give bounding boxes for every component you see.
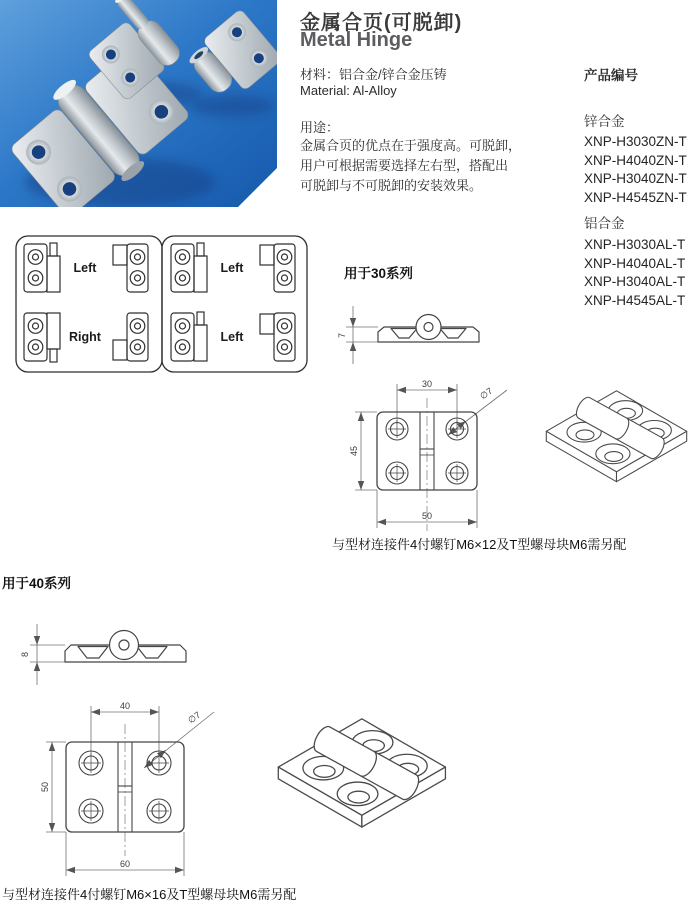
dim-bottom: 50: [421, 511, 433, 521]
usage-line: 可脱卸与不可脱卸的安装效果。: [300, 178, 483, 193]
series40-note: 与型材连接件4付螺钉M6×16及T型螺母块M6需另配: [2, 887, 297, 902]
orientation-label: Left: [73, 261, 97, 275]
series30-label: 用于30系列: [344, 266, 414, 281]
page-title-en: Metal Hinge: [300, 29, 413, 51]
series40-isometric-view: [254, 706, 459, 856]
quadrant-top-right: [171, 243, 295, 292]
page-title-zh: 金属合页(可脱卸): [300, 12, 463, 34]
group-zinc-alloy-label: 锌合金: [584, 114, 625, 129]
series30-front-view: [345, 376, 530, 534]
dim-hole-diameter: ∅7: [478, 385, 495, 402]
product-code: XNP-H3030ZN-T: [584, 134, 687, 149]
orientation-label: Right: [69, 330, 101, 344]
series30-note: 与型材连接件4付螺钉M6×12及T型螺母块M6需另配: [332, 537, 627, 552]
zinc-alloy-code-list: [584, 133, 687, 207]
series30-isometric-view: [526, 380, 698, 506]
dim-side-height: 8: [20, 651, 30, 658]
product-code: XNP-H4545AL-T: [584, 292, 686, 308]
product-photo: [0, 0, 277, 207]
group-al-alloy-label: 铝合金: [584, 216, 625, 231]
orientation-diagram: [15, 235, 308, 373]
hinge-shadow: [190, 95, 274, 117]
quadrant-top-left: [24, 243, 148, 292]
material-zh: 材料：铝合金/锌合金压铸: [300, 67, 447, 82]
dim-top: 40: [119, 701, 131, 711]
product-code: XNP-H4040AL-T: [584, 255, 686, 271]
series40-label: 用于40系列: [2, 576, 72, 591]
dim-left: 45: [349, 445, 359, 457]
usage-line: 金属合页的优点在于强度高。可脱卸，: [300, 138, 522, 153]
product-code: XNP-H3040ZN-T: [584, 171, 687, 186]
material-en: Material: Al-Alloy: [300, 83, 397, 98]
orientation-label: Left: [220, 261, 244, 275]
product-code: XNP-H4545ZN-T: [584, 189, 687, 205]
usage-paragraph: [300, 136, 521, 196]
quadrant-bottom-left: [24, 313, 148, 362]
orientation-label: Left: [220, 330, 244, 344]
usage-line: 用户可根据需要选择左右型，搭配出: [300, 158, 509, 173]
dim-left: 50: [40, 781, 50, 793]
product-code: XNP-H3040AL-T: [584, 274, 686, 289]
series40-side-view: [16, 612, 206, 697]
dim-bottom: 60: [119, 859, 131, 869]
quadrant-bottom-right: [171, 312, 295, 361]
product-code: XNP-H4040ZN-T: [584, 152, 687, 168]
series40-front-view: [38, 696, 238, 884]
dim-top: 30: [421, 379, 433, 389]
series30-side-view: [336, 292, 504, 372]
product-codes-heading: 产品编号: [584, 68, 638, 83]
al-alloy-code-list: [584, 236, 685, 310]
dim-hole-diameter: ∅7: [186, 709, 203, 726]
product-code: XNP-H3030AL-T: [584, 237, 686, 252]
dim-side-height: 7: [337, 332, 347, 339]
usage-title: 用途：: [300, 120, 340, 135]
